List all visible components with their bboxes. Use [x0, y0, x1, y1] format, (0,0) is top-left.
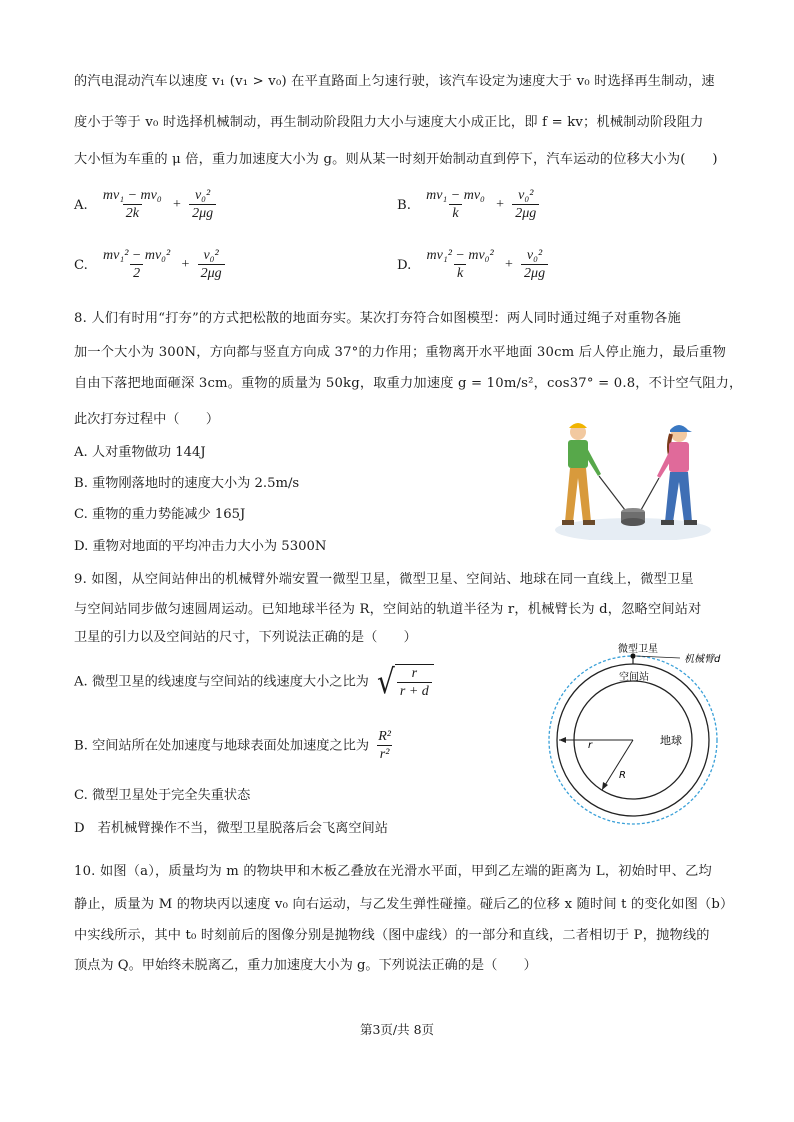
q9-line-2: 与空间站同步做匀速圆周运动。已知地球半径为 R，空间站的轨道半径为 r，机械臂长为 d，忽略空间站对 [74, 602, 702, 617]
q10-line-2: 静止，质量为 M 的物块丙以速度 v₀ 向右运动，与乙发生弹性碰撞。碰后乙的位移 x 随时间 t 的变化如图（b） [74, 897, 734, 912]
q8-line-1: 8. 人们有时用“打夯”的方式把松散的地面夯实。某次打夯符合如图模型：两人同时通过绳子对重物各施 [74, 311, 681, 326]
q10-line-3: 中实线所示，其中 t₀ 时刻前后的图像分别是抛物线（图中虚线）的一部分和直线，二者相切于 P，抛物线的 [74, 928, 710, 943]
q8-line-3: 自由下落把地面砸深 3cm。重物的质量为 50kg，取重力加速度 g = 10m/s²，cos37° = 0.8，不计空气阻力， [74, 376, 743, 391]
q8-option-c[interactable]: C. 重物的重力势能减少 165J [74, 507, 246, 522]
q8-line-4: 此次打夯过程中（ ） [74, 412, 220, 427]
label-earth: 地球 [660, 734, 682, 747]
label-r: r [588, 740, 593, 751]
label-arm: 机械臂d [684, 654, 721, 665]
q8-option-b[interactable]: B. 重物刚落地时的速度大小为 2.5m/s [74, 476, 300, 491]
orbit-diagram [548, 640, 738, 850]
q7-option-d[interactable]: D. $\frac{\text{mv₁² − mv₀²}}{k}$ + $\frac{\text{v₀²}}{2\mu g}$ [397, 248, 550, 282]
q7-line-2: 度小于等于 v₀ 时选择机械制动，再生制动阶段阻力大小与速度大小成正比，即 f = kv；机械制动阶段阻力 [74, 115, 704, 130]
arm-leader-line [636, 656, 680, 658]
radius-R-arrow [602, 782, 608, 790]
q9-line-3: 卫星的引力以及空间站的尺寸，下列说法正确的是（ ） [74, 630, 417, 645]
q7-line-1: 的汽电混动汽车以速度 v₁ (v₁ > v₀) 在平直路面上匀速行驶，该汽车设定为速度大于 v₀ 时选择再生制动，速 [74, 74, 715, 89]
q9-line-1: 9. 如图，从空间站伸出的机械臂外端安置一微型卫星，微型卫星、空间站、地球在同一直线上，微型卫星 [74, 572, 694, 587]
label-satellite: 微型卫星 [618, 644, 658, 655]
q9-option-c[interactable]: C. 微型卫星处于完全失重状态 [74, 788, 251, 803]
q10-line-1: 10. 如图（a），质量均为 m 的物块甲和木板乙叠放在光滑水平面，甲到乙左端的距离为 L，初始时甲、乙均 [74, 864, 712, 879]
weight-block [621, 508, 645, 526]
label-R: R [619, 770, 626, 781]
radius-r-arrow [559, 737, 566, 743]
q9-option-a[interactable]: A. 微型卫星的线速度与空间站的线速度大小之比为 √ $\frac{r}{r + d}$ [74, 664, 434, 700]
q7-option-b[interactable]: B. $\frac{\text{mv₁ − mv₀}}{k}$ + $\frac{\text{v₀²}}{2\mu g}$ [397, 188, 541, 222]
q9-option-d[interactable]: D 若机械臂操作不当，微型卫星脱落后会飞离空间站 [74, 821, 388, 836]
radius-R-line [602, 740, 633, 790]
q7-option-a[interactable]: A. $\frac{\text{mv₁ − mv₀}}{2k}$ + $\frac{\text{v₀²}}{2\mu g}$ [74, 188, 218, 222]
q8-option-d[interactable]: D. 重物对地面的平均冲击力大小为 5300N [74, 539, 327, 554]
q10-line-4: 顶点为 Q。甲始终未脱离乙，重力加速度大小为 g。下列说法正确的是（ ） [74, 958, 537, 973]
page-footer: 第3页/共 8页 [359, 1022, 435, 1037]
q8-line-2: 加一个大小为 300N，方向都与竖直方向成 37°的力作用；重物离开水平地面 30cm 后人停止施力，最后重物 [74, 345, 727, 360]
q7-option-c[interactable]: C. $\frac{\text{mv₁² − mv₀²}}{2}$ + $\frac{\text{v₀²}}{2\mu g}$ [74, 248, 227, 282]
q7-line-3: 大小恒为车重的 μ 倍，重力加速度大小为 g。则从某一时刻开始制动直到停下，汽车运动的位移大小为( ) [74, 152, 718, 167]
sqrt-expression: √ $\frac{r}{r + d}$ [377, 664, 434, 700]
q8-option-a[interactable]: A. 人对重物做功 144J [74, 445, 206, 460]
tamping-illustration [553, 418, 713, 540]
label-station: 空间站 [619, 672, 649, 683]
q9-option-b[interactable]: B. 空间站所在处加速度与地球表面处加速度之比为 $\frac{\text{R²}}{\text{r²}}$ [74, 729, 391, 762]
